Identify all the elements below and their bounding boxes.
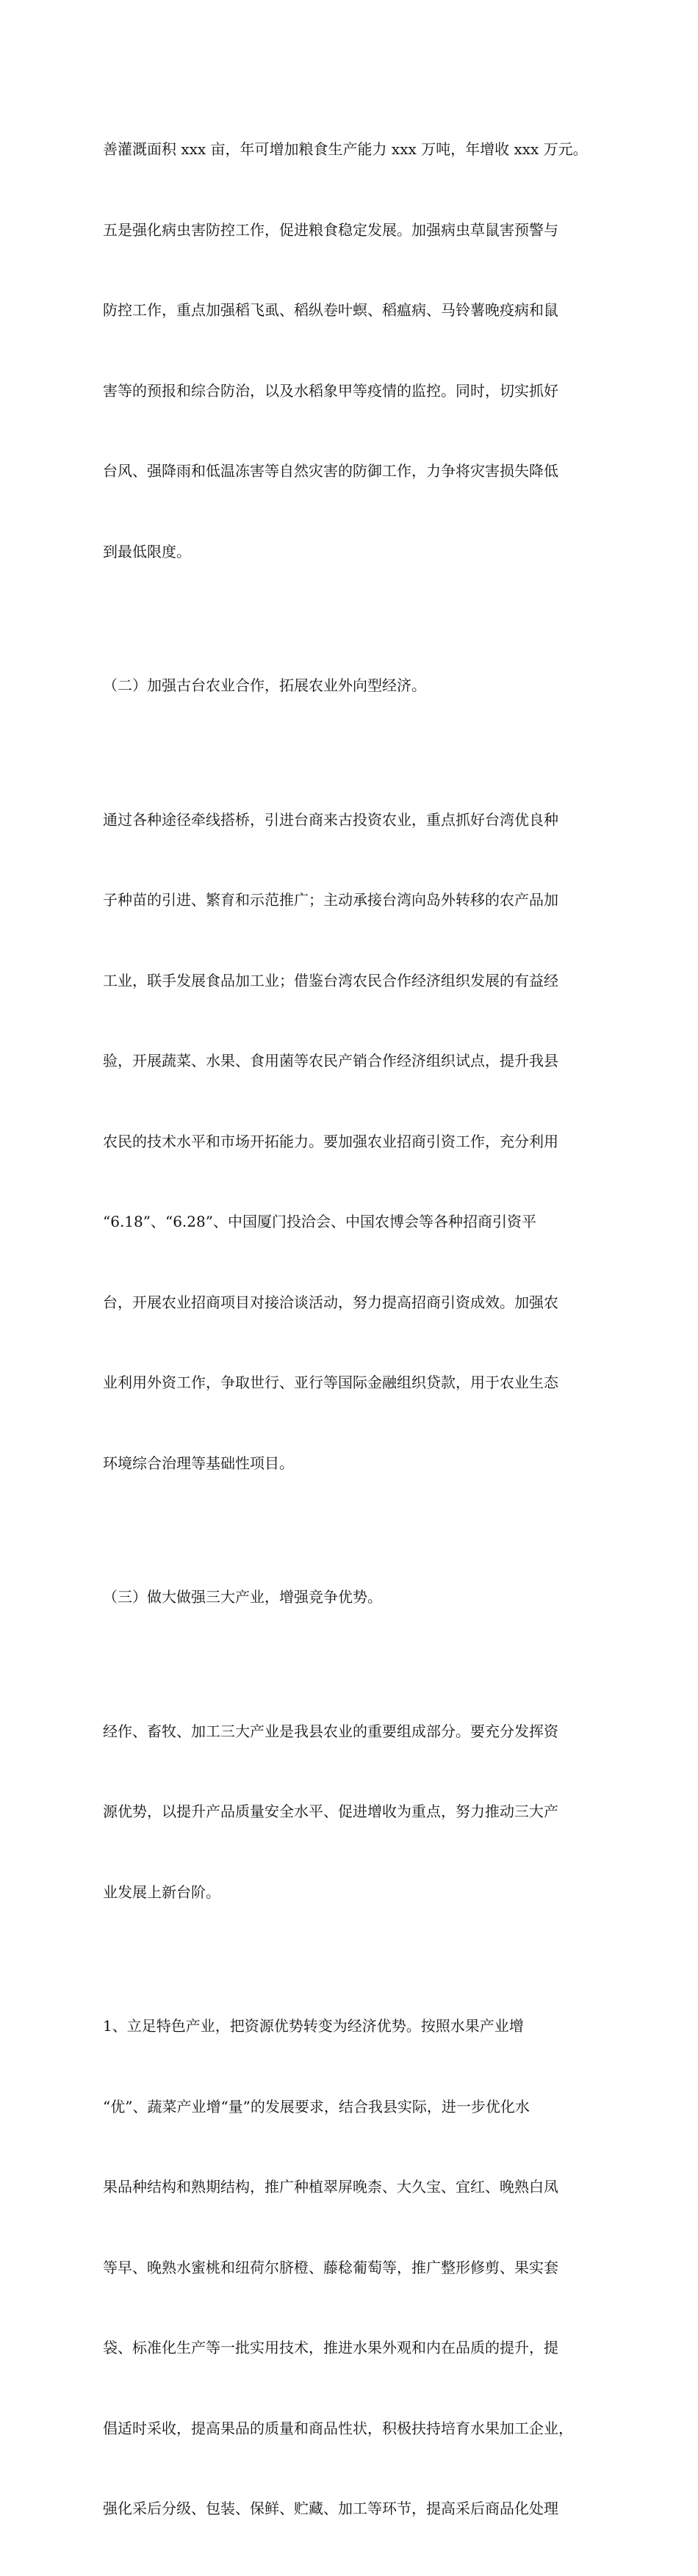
text-line: 通过各种途径牵线搭桥，引进台商来古投资农业，重点抓好台湾优良种 bbox=[103, 810, 558, 829]
text-line: 1、立足特色产业，把资源优势转变为经济优势。按照水果产业增 bbox=[103, 2017, 524, 2035]
text-line: 源优势，以提升产品质量安全水平、促进增收为重点，努力推动三大产 bbox=[103, 1803, 558, 1820]
paragraph-grain-capacity bbox=[103, 82, 602, 618]
text-line: 防控工作，重点加强稻飞虱、稻纵卷叶螟、稻瘟病、马铃薯晚疫病和鼠 bbox=[103, 301, 558, 319]
text-line: 到最低限度。 bbox=[103, 542, 191, 560]
text-line: 业利用外资工作，争取世行、亚行等国际金融组织贷款，用于农业生态 bbox=[103, 1374, 558, 1391]
text-line: “优”、蔬菜产业增“量”的发展要求，结合我县实际，进一步优化水 bbox=[103, 2097, 530, 2115]
text-line: 环境综合治理等基础性项目。 bbox=[103, 1454, 294, 1472]
paragraph-three-industries bbox=[103, 1664, 602, 1960]
text-line: 工业，联手发展食品加工业；借鉴台湾农民合作经济组织发展的有益经 bbox=[103, 971, 558, 989]
text-line: 强化采后分级、包装、保鲜、贮藏、加工等环节，提高采后商品化处理 bbox=[103, 2500, 558, 2517]
text-line: 农民的技术水平和市场开拓能力。要加强农业招商引资工作，充分利用 bbox=[103, 1132, 558, 1150]
text-line: 等早、晚熟水蜜桃和纽荷尔脐橙、藤稔葡萄等，推广整形修剪、果实套 bbox=[103, 2258, 558, 2276]
text-line: 五是强化病虫害防控工作，促进粮食稳定发展。加强病虫草鼠害预警与 bbox=[103, 220, 558, 239]
section-heading-3 bbox=[103, 1530, 602, 1664]
text-line: 业发展上新台阶。 bbox=[103, 1883, 220, 1901]
text-line: 害等的预报和综合防治，以及水稻象甲等疫情的监控。同时，切实抓好 bbox=[103, 381, 558, 400]
text-line: 倡适时采收，提高果品的质量和商品性状，积极扶持培育水果加工企业， bbox=[103, 2419, 573, 2437]
heading-line: （二）加强古台农业合作，拓展农业外向型经济。 bbox=[103, 677, 426, 694]
text-line: 果品种结构和熟期结构，推广种植翠屏晚柰、大久宝、宜红、晚熟白凤 bbox=[103, 2178, 558, 2196]
paragraph-special-industry bbox=[103, 1959, 602, 2576]
paragraph-taiwan-cooperation bbox=[103, 753, 602, 1531]
heading-line: （三）做大做强三大产业，增强竞争优势。 bbox=[103, 1588, 382, 1606]
text-line: 善灌溉面积 xxx 亩，年可增加粮食生产能力 xxx 万吨，年增收 xxx 万元。 bbox=[103, 140, 588, 158]
text-line: 袋、标准化生产等一批实用技术，推进水果外观和内在品质的提升，提 bbox=[103, 2339, 558, 2356]
text-line: 经作、畜牧、加工三大产业是我县农业的重要组成部分。要充分发挥资 bbox=[103, 1722, 558, 1740]
text-line: 子种苗的引进、繁育和示范推广；主动承接台湾向岛外转移的农产品加 bbox=[103, 891, 558, 909]
section-heading-2 bbox=[103, 618, 602, 753]
text-line: 台风、强降雨和低温冻害等自然灾害的防御工作，力争将灾害损失降低 bbox=[103, 462, 558, 480]
text-line: 验，开展蔬菜、水果、食用菌等农民产销合作经济组织试点，提升我县 bbox=[103, 1052, 558, 1069]
text-line: “6.18”、“6.28”、中国厦门投洽会、中国农博会等各种招商引资平 bbox=[103, 1213, 536, 1230]
document-body bbox=[103, 82, 602, 2576]
text-line: 台，开展农业招商项目对接洽谈活动，努力提高招商引资成效。加强农 bbox=[103, 1293, 558, 1311]
